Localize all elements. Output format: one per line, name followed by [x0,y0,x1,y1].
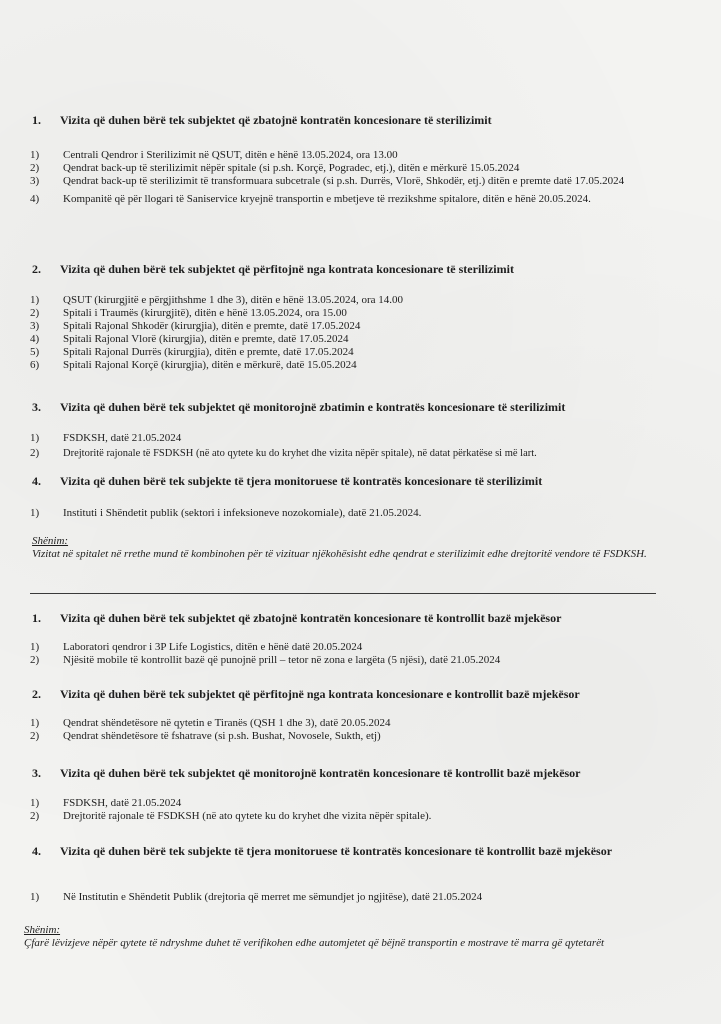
note-label: Shënim: [24,924,61,936]
section-heading [30,687,670,702]
item-number: 1) [30,891,40,903]
item-text: Spitali Rajonal Durrës (kirurgjia), ditën e premte, datë 17.05.2024 [63,346,354,358]
p2-section-4-list [30,891,670,904]
section-number: 2. [32,687,41,701]
section-heading [30,400,670,415]
p1-note [32,535,662,561]
section-title: Vizita që duhen bërë tek subjektet që monitorojnë kontratën koncesionare të kontrollit bazë mjekësor [60,766,581,780]
section-heading [30,611,670,626]
list-item [30,294,660,307]
item-text: Qendrat shëndetësore të fshatrave (si p.sh. Bushat, Novosele, Sukth, etj) [63,730,381,742]
list-item [30,730,660,743]
p2-section-4 [30,844,665,859]
item-number: 4) [30,333,40,345]
item-number: 2) [30,447,40,459]
p2-section-2-list [30,717,660,743]
item-text: Qendrat back-up të sterilizimit të transformuara subcetrale (si p.sh. Durrës, Vlorë, Shkodër, etj.) ditën e premte datë 17.05.2024 [63,175,625,187]
p1-section-3 [30,400,670,415]
item-number: 1) [30,294,40,306]
list-item [30,507,660,520]
list-item [30,320,660,333]
item-number: 1) [30,507,40,519]
item-text: Spitali Rajonal Korçë (kirurgjia), ditën e mërkurë, datë 15.05.2024 [63,359,357,371]
p1-section-2 [30,262,670,277]
p1-section-4-list [30,507,660,520]
item-number: 3) [30,175,40,187]
item-number: 2) [30,730,40,742]
list-item [30,307,660,320]
p2-section-3-list [30,797,660,823]
section-number: 4. [32,474,41,488]
list-item [30,797,660,810]
list-item [30,447,670,460]
item-number: 3) [30,320,40,332]
item-text: Laboratori qendror i 3P Life Logistics, ditën e hënë datë 20.05.2024 [63,641,363,653]
p1-section-3-list [30,432,670,460]
item-text: Qendrat back-up të sterilizimit nëpër spitale (si p.sh. Korçë, Pogradec, etj.), ditën e mërkurë 15.05.2024 [63,162,520,174]
item-number: 2) [30,162,40,174]
p2-section-3 [30,766,670,781]
list-item [30,359,660,372]
section-title: Vizita që duhen bërë tek subjektet që përfitojnë nga kontrata koncesionare e kontrollit bazë mjekësor [60,687,580,701]
section-heading [30,474,670,489]
list-item [30,162,660,175]
list-item [30,810,660,823]
item-number: 6) [30,359,40,371]
item-number: 1) [30,717,40,729]
section-divider [30,593,656,594]
list-item [30,654,660,667]
p2-section-1 [30,611,670,626]
item-text: Qendrat shëndetësore në qytetin e Tiranës (QSH 1 dhe 3), datë 20.05.2024 [63,717,391,729]
list-item [30,193,660,206]
item-text: FSDKSH, datë 21.05.2024 [63,797,182,809]
section-heading [30,262,670,277]
list-item [30,641,660,654]
item-number: 1) [30,797,40,809]
item-number: 1) [30,149,40,161]
item-text: Në Institutin e Shëndetit Publik (drejtoria që merret me sëmundjet jo ngjitëse), datë 21.05.2024 [63,891,483,903]
list-item [30,346,660,359]
section-number: 2. [32,262,41,276]
item-text: QSUT (kirurgjitë e përgjithshme 1 dhe 3), ditën e hënë 13.05.2024, ora 14.00 [63,294,404,306]
section-title: Vizita që duhen bërë tek subjektet që përfitojnë nga kontrata koncesionare të sterilizimit [60,262,514,276]
note-label: Shënim: [32,535,69,547]
item-text: Spitali Rajonal Shkodër (kirurgjia), ditën e premte, datë 17.05.2024 [63,320,361,332]
p1-section-4 [30,474,670,489]
list-item [30,891,670,904]
item-text: Njësitë mobile të kontrollit bazë që punojnë prill – tetor në zona e largëta (5 njësi), datë 21.05.2024 [63,654,501,666]
p1-section-2-list [30,294,660,372]
list-item [30,432,670,445]
item-text: Spitali Rajonal Vlorë (kirurgjia), ditën e premte, datë 17.05.2024 [63,333,349,345]
section-number: 1. [32,611,41,625]
item-number: 1) [30,641,40,653]
p1-section-1-list [30,149,660,206]
list-item [30,717,660,730]
list-item [30,175,660,188]
item-number: 4) [30,193,40,205]
p2-section-1-list [30,641,660,667]
section-number: 3. [32,400,41,414]
p1-section-1 [30,113,670,128]
item-text: Centrali Qendror i Sterilizimit në QSUT, ditën e hënë 13.05.2024, ora 13.00 [63,149,398,161]
section-title: Vizita që duhen bërë tek subjekte të tjera monitoruese të kontratës koncesionare të sterilizimit [60,474,543,488]
item-text: Drejtoritë rajonale të FSDKSH (në ato qytete ku do kryhet dhe vizita nëpër spitale), në datat përkatëse si më lart. [63,448,537,459]
section-heading [30,113,670,128]
p2-note [24,924,674,950]
section-number: 1. [32,113,41,127]
note-text: Çfarë lëvizjeve nëpër qytete të ndryshme duhet të verifikohen edhe automjetet që bëjnë transportin e mostrave të marra gë qytetarët [24,937,605,949]
section-heading [30,766,670,781]
section-number: 4. [32,844,41,858]
item-number: 1) [30,432,40,444]
section-title: Vizita që duhen bërë tek subjektet që zbatojnë kontratën koncesionare të sterilizimit [60,113,492,127]
note-text: Vizitat në spitalet në rrethe mund të kombinohen për të vizituar njëkohësisht edhe qendrat e sterilizimit edhe drejtoritë vendore të FSDKSH. [32,548,647,560]
item-number: 2) [30,810,40,822]
item-text: Drejtoritë rajonale të FSDKSH (në ato qytete ku do kryhet dhe vizita nëpër spitale). [63,810,432,822]
section-number: 3. [32,766,41,780]
item-text: Spitali i Traumës (kirurgjitë), ditën e hënë 13.05.2024, ora 15.00 [63,307,347,319]
item-number: 2) [30,654,40,666]
section-title: Vizita që duhen bërë tek subjektet që monitorojnë zbatimin e kontratës koncesionare të sterilizimit [60,400,566,414]
section-title: Vizita që duhen bërë tek subjektet që zbatojnë kontratën koncesionare të kontrollit bazë mjekësor [60,611,562,625]
item-number: 5) [30,346,40,358]
item-text: FSDKSH, datë 21.05.2024 [63,432,182,444]
item-text: Instituti i Shëndetit publik (sektori i infeksioneve nozokomiale), datë 21.05.2024. [63,507,422,519]
section-title: Vizita që duhen bërë tek subjekte të tjera monitoruese të kontratës koncesionare të kontrollit bazë mjekësor [60,844,613,858]
list-item [30,149,660,162]
item-number: 2) [30,307,40,319]
section-heading [30,844,665,859]
p2-section-2 [30,687,670,702]
list-item [30,333,660,346]
item-text: Kompanitë që për llogari të Saniservice kryejnë transportin e mbetjeve të rrezikshme spitalore, ditën e hënë 20.05.2024. [63,193,591,205]
